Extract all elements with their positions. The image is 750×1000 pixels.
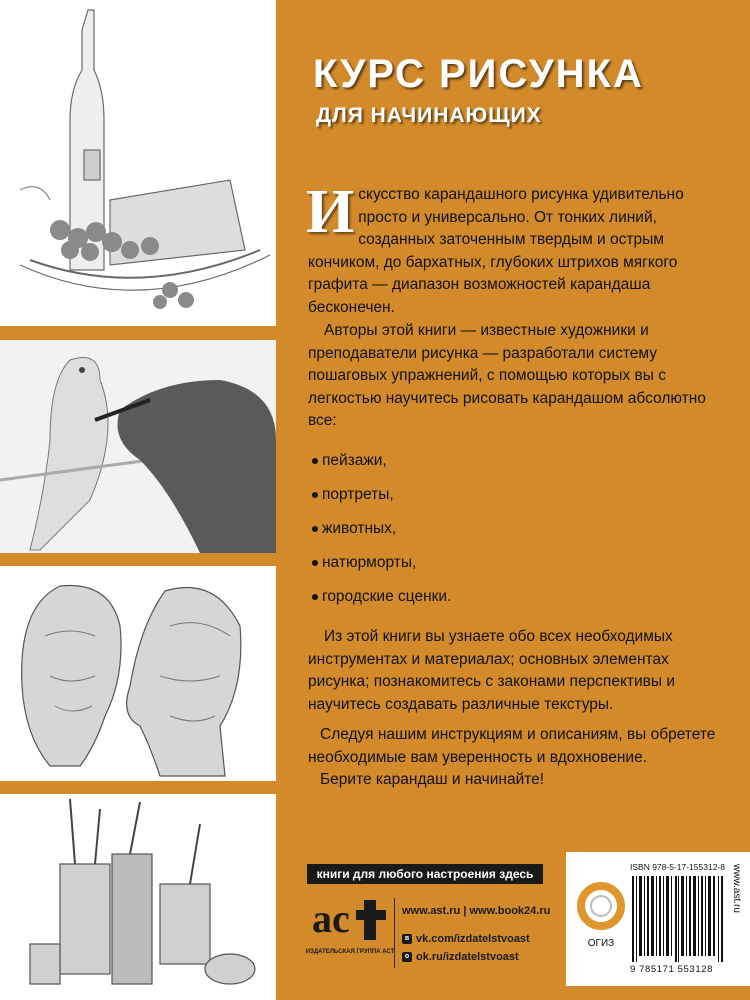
- still-life-bottle-illustration: [0, 0, 276, 326]
- barcode-panel: [566, 852, 750, 986]
- ogiz-label: ОГИЗ: [587, 938, 615, 949]
- dropcap-letter: И: [306, 178, 355, 246]
- ok-icon: о: [402, 952, 412, 962]
- intro-paragraph-text: скусство карандашного рисунка удивительно просто и универсально. От тонких линий, созданных заточенным твердым и острым кончиком, до бархатных, глубоких штрихов мягкого графита — диапазон возможностей карандаша бесконечен.: [308, 186, 684, 316]
- ogiz-logo-icon: [576, 874, 626, 964]
- illustration-column: [0, 0, 278, 1000]
- vk-icon: в: [402, 934, 412, 944]
- barcode-number: 9 785171 553128: [630, 964, 713, 975]
- list-item: городские сценки.: [312, 580, 451, 614]
- ok-link-text: ok.ru/izdatelstvoast: [416, 951, 519, 963]
- book-subtitle: ДЛЯ НАЧИНАЮЩИХ: [316, 104, 542, 127]
- book-title: КУРС РИСУНКА: [313, 52, 644, 96]
- intro-paragraph: [306, 178, 728, 319]
- topics-list: [312, 444, 451, 614]
- isbn-number: ISBN 978-5-17-155312-8: [630, 862, 725, 872]
- head-anatomy-illustration: [0, 566, 276, 781]
- contents-paragraph: Из этой книги вы узнаете обо всех необходимых инструментах и материалах; основных элементах рисунка; познакомитесь с законами перспективы и научитесь создавать различные текстуры.: [308, 628, 675, 713]
- ast-logo-icon: [306, 892, 392, 944]
- barcode-image: [632, 876, 724, 962]
- vk-link-text: vk.com/izdatelstvoast: [416, 933, 530, 945]
- closing-call-to-action: Берите карандаш и начинайте!: [320, 771, 545, 788]
- authors-paragraph: Авторы этой книги — известные художники и преподаватели рисунка — разработали систему пошаговых упражнений, с помощью которых вы с легкостью научитесь рисовать карандашом абсолютно все:: [308, 322, 706, 429]
- list-item: портреты,: [312, 478, 451, 512]
- list-item: животных,: [312, 512, 451, 546]
- publisher-urls[interactable]: www.ast.ru | www.book24.ru: [402, 905, 551, 917]
- side-url-text: www.ast.ru: [731, 864, 742, 913]
- closing-paragraph: [308, 724, 728, 792]
- side-url: [728, 864, 746, 974]
- bird-drawing-hand-illustration: [0, 340, 276, 553]
- list-item: пейзажи,: [312, 444, 451, 478]
- ok-link[interactable]: [402, 951, 519, 963]
- closing-paragraph-text: Следуя нашим инструкциям и описаниям, вы обретете необходимые вам уверенность и вдохновение.: [308, 726, 716, 766]
- footer-divider: [394, 898, 395, 968]
- publisher-name: ИЗДАТЕЛЬСКАЯ ГРУППА АСТ: [305, 949, 395, 955]
- vk-link[interactable]: [402, 933, 530, 945]
- svg-text:ас: ас: [312, 896, 350, 941]
- art-supplies-illustration: [0, 794, 276, 1000]
- list-item: натюрморты,: [312, 546, 451, 580]
- publisher-tagline: книги для любого настроения здесь: [307, 864, 543, 884]
